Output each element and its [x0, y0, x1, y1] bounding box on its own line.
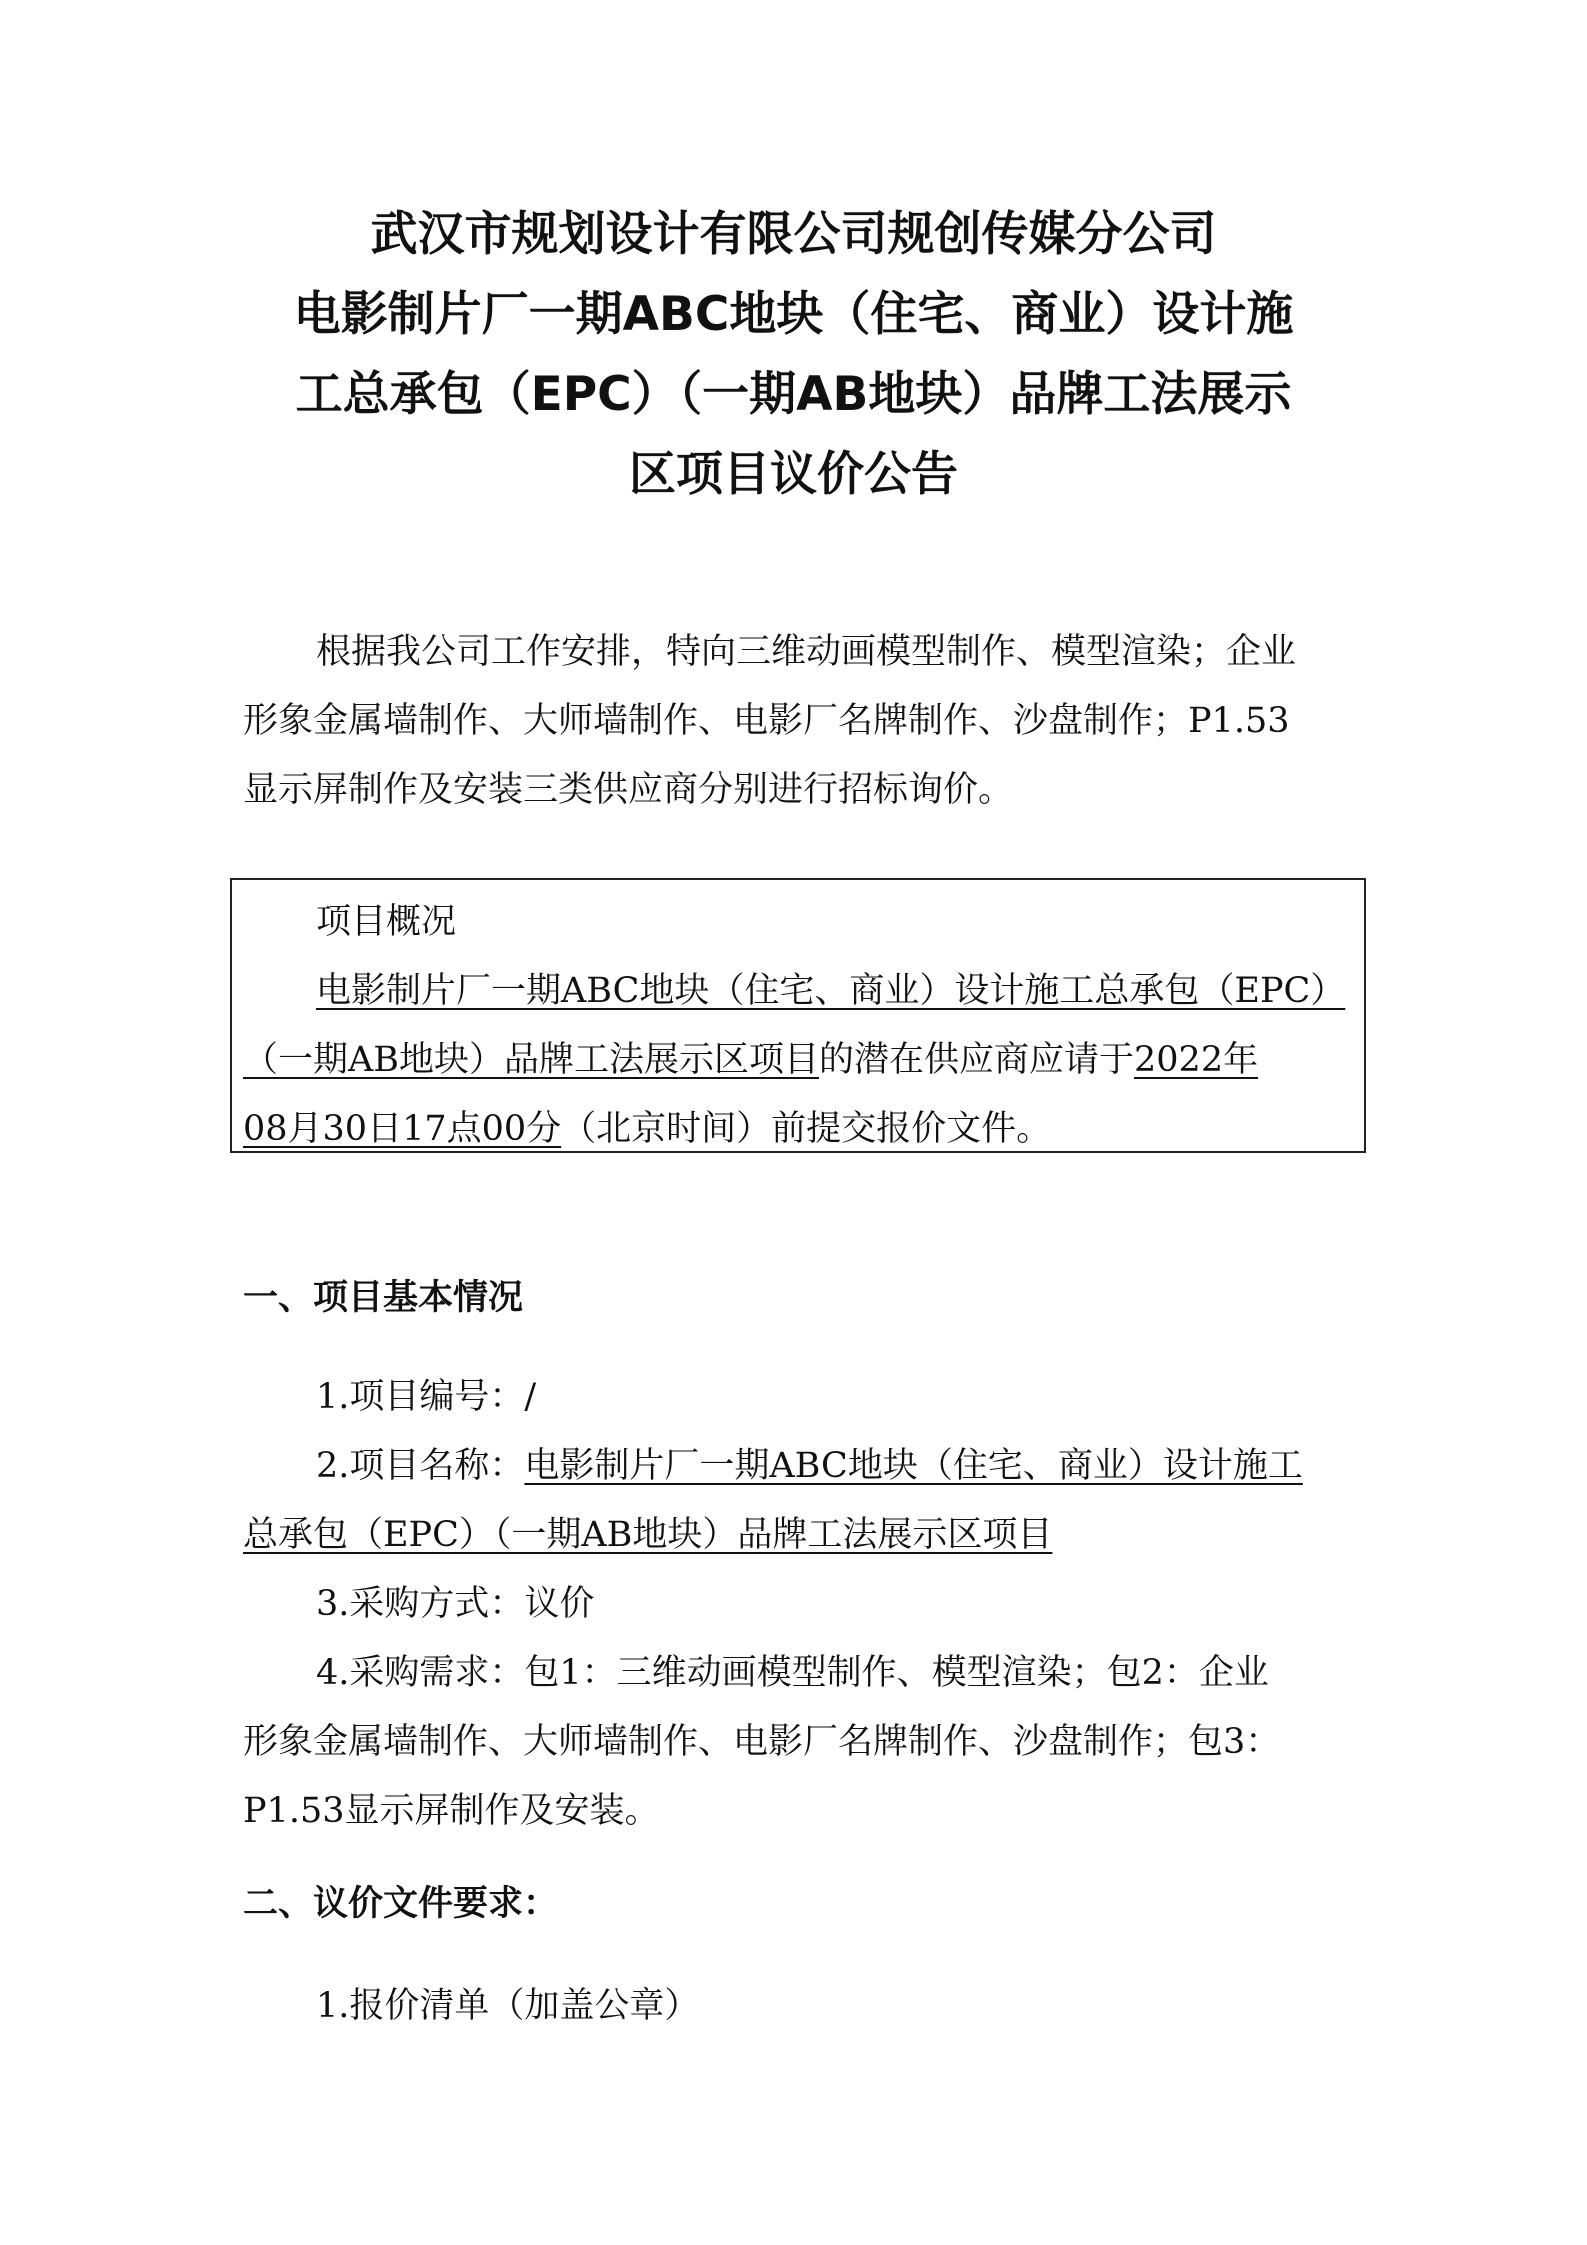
item-project-name-value: 电影制片厂一期ABC地块（住宅、商业）设计施工 — [524, 1446, 1303, 1486]
section-2-body — [243, 1972, 1353, 2041]
overview-deadline-date: 08月30日17点00分 — [243, 1109, 562, 1149]
item-requirements-line-2: 形象金属墙制作、大师墙制作、电影厂名牌制作、沙盘制作；包3： — [243, 1722, 1281, 1762]
intro-line-1: 根据我公司工作安排，特向三维动画模型制作、模型渲染；企业 — [316, 632, 1297, 672]
overview-heading: 项目概况 — [316, 902, 457, 942]
title-line-4: 区项目议价公告 — [629, 447, 958, 502]
item-project-name-value-cont: 总承包（EPC）（一期AB地块）品牌工法展示区项目 — [243, 1515, 1053, 1555]
section-2-heading: 二、议价文件要求： — [243, 1884, 559, 1924]
section-1-heading: 一、项目基本情况 — [243, 1278, 524, 1318]
intro-paragraph — [243, 618, 1353, 825]
overview-project-name-cont: （一期AB地块）品牌工法展示区项目 — [243, 1040, 819, 1080]
item-requirements-line-1: 4.采购需求：包1：三维动画模型制作、模型渲染；包2：企业 — [316, 1653, 1269, 1693]
intro-line-3: 显示屏制作及安装三类供应商分别进行招标询价。 — [243, 770, 1014, 810]
item-procurement-method: 3.采购方式：议价 — [316, 1584, 595, 1624]
overview-deadline-note: （北京时间）前提交报价文件。 — [561, 1109, 1052, 1149]
intro-line-2: 形象金属墙制作、大师墙制作、电影厂名牌制作、沙盘制作；P1.53 — [243, 701, 1290, 741]
project-overview-text — [243, 888, 1353, 1164]
item-project-name-label: 2.项目名称： — [316, 1446, 525, 1486]
title-line-3: 工总承包（EPC）（一期AB地块）品牌工法展示 — [295, 367, 1292, 422]
section-1-body — [243, 1363, 1353, 1846]
overview-deadline-year: 2022年 — [1134, 1040, 1259, 1080]
overview-project-name: 电影制片厂一期ABC地块（住宅、商业）设计施工总承包（EPC） — [316, 971, 1346, 1011]
title-line-2: 电影制片厂一期ABC地块（住宅、商业）设计施 — [293, 287, 1294, 342]
title-line-1: 武汉市规划设计有限公司规创传媒分公司 — [370, 207, 1217, 262]
document-title — [200, 195, 1387, 515]
overview-supplier-text: 的潜在供应商应请于 — [819, 1040, 1135, 1080]
item-requirements-line-3: P1.53显示屏制作及安装。 — [243, 1791, 660, 1831]
item-quote-list: 1.报价清单（加盖公章） — [316, 1986, 700, 2026]
item-project-number: 1.项目编号：/ — [316, 1377, 537, 1417]
